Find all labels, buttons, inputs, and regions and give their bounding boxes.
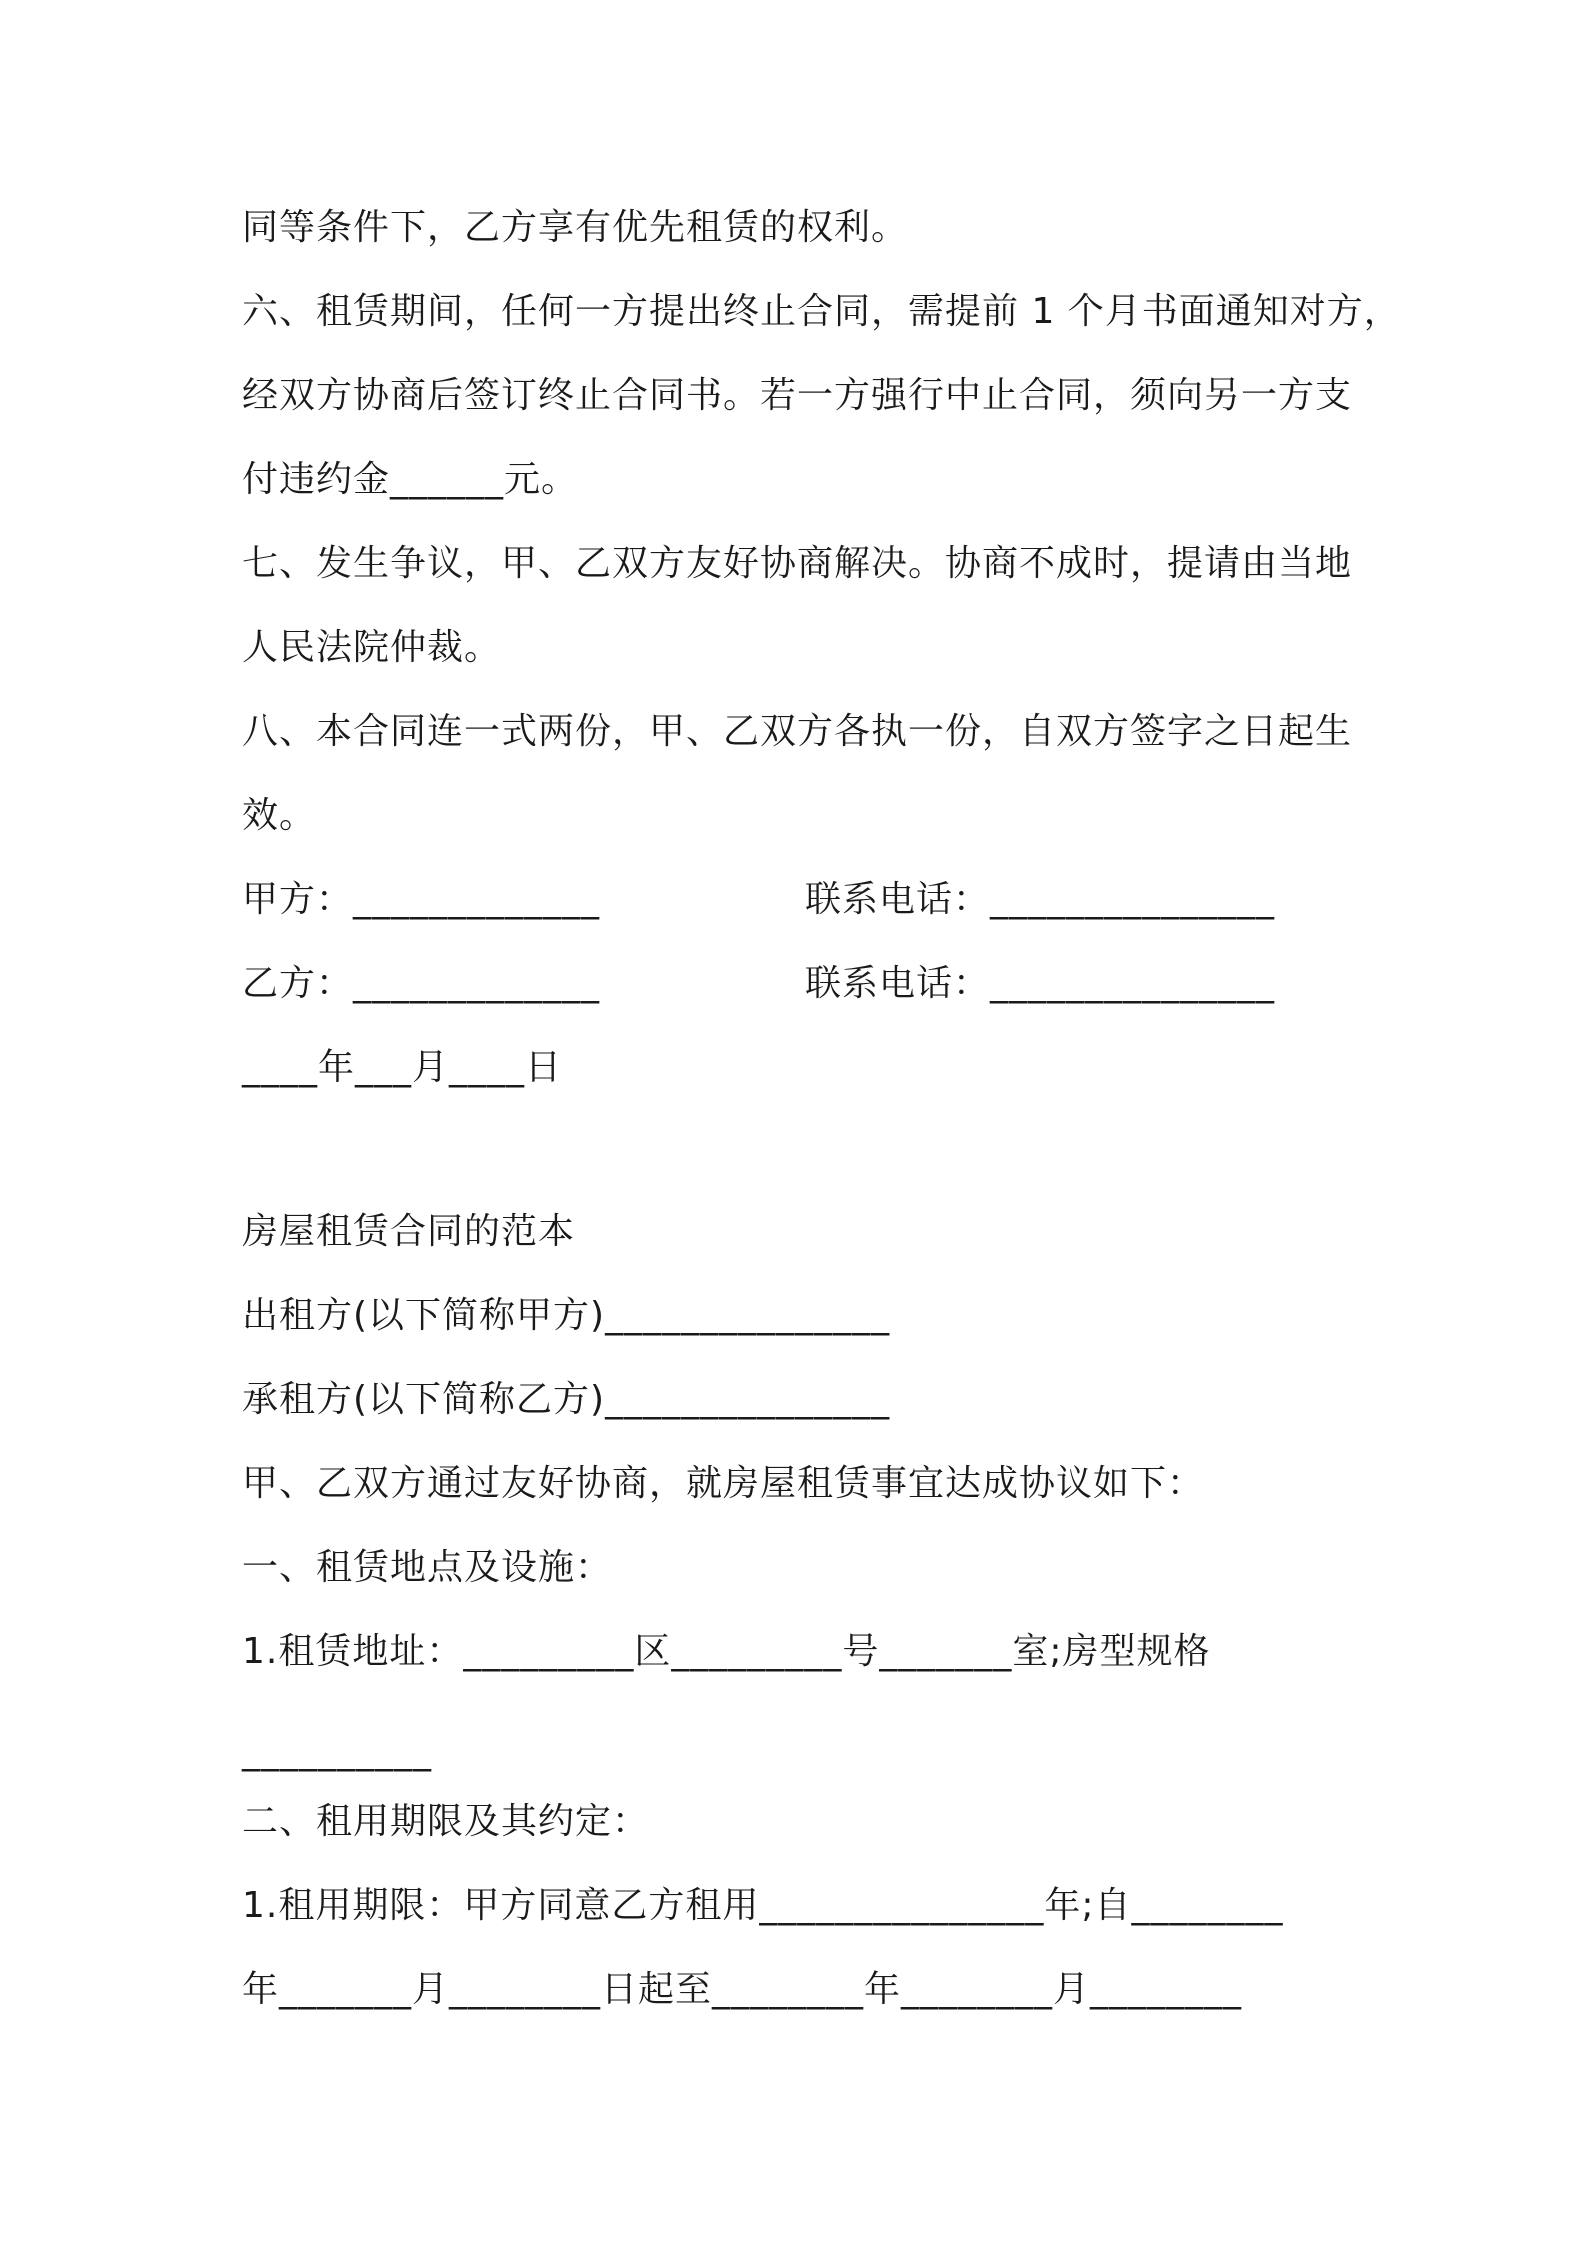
lease-term-line: 1.租用期限：甲方同意乙方租用_______________年;自________ [242,1885,1284,1926]
clause-six-line-2: 经双方协商后签订终止合同书。若一方强行中止合同，须向另一方支 [242,375,1353,416]
party-b-signature: 乙方：_____________ [242,963,601,1004]
clause-six-line-1: 六、租赁期间，任何一方提出终止合同，需提前 1 个月书面通知对方， [242,291,1401,332]
agreement-intro: 甲、乙双方通过友好协商，就房屋租赁事宜达成协议如下： [242,1463,1205,1504]
lease-address-line: 1.租赁地址：_________区_________号_______室;房型规格 [242,1631,1211,1672]
clause-seven-line-2: 人民法院仲裁。 [242,627,502,668]
party-a-signature: 甲方：_____________ [242,879,601,920]
section-title: 房屋租赁合同的范本 [242,1211,576,1252]
section-two-heading: 二、租用期限及其约定： [242,1801,650,1842]
lease-dates-line: 年_______月________日起至________年________月________ [242,1969,1243,2010]
lessor-line: 出租方(以下简称甲方)_______________ [242,1295,891,1336]
clause-eight-line-2: 效。 [242,795,317,836]
signing-date: ____年___月____日 [242,1047,563,1088]
clause-eight-line-1: 八、本合同连一式两份，甲、乙双方各执一份，自双方签字之日起生 [242,711,1353,752]
clause-seven-line-1: 七、发生争议，甲、乙双方友好协商解决。协商不成时，提请由当地 [242,543,1353,584]
lessee-line: 承租方(以下简称乙方)_______________ [242,1379,891,1420]
clause-six-line-3: 付违约金______元。 [242,459,579,500]
party-a-phone: 联系电话：_______________ [805,879,1276,920]
section-one-heading: 一、租赁地点及设施： [242,1547,613,1588]
party-b-phone: 联系电话：_______________ [805,963,1276,1004]
text-line: 同等条件下，乙方享有优先租赁的权利。 [242,207,909,248]
room-type-blank: __________ [242,1731,432,1772]
